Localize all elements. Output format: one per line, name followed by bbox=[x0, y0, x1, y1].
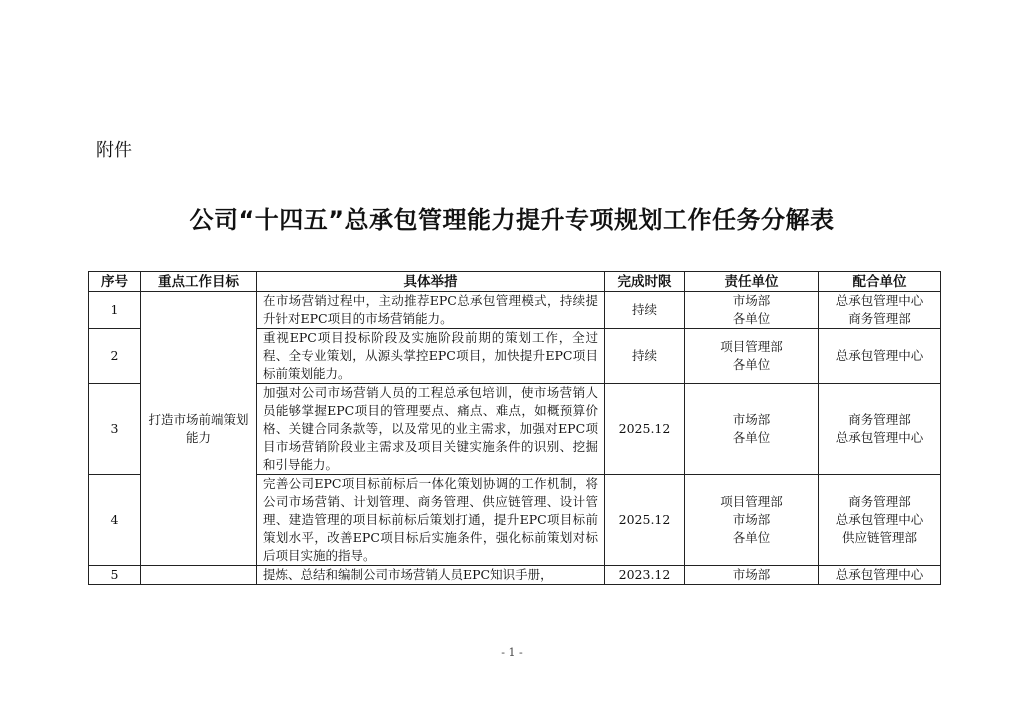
header-responsible: 责任单位 bbox=[685, 272, 819, 292]
row-cooperate: 商务管理部 总承包管理中心 bbox=[819, 384, 941, 475]
header-deadline: 完成时限 bbox=[605, 272, 685, 292]
task-table bbox=[88, 271, 941, 585]
header-measure: 具体举措 bbox=[257, 272, 605, 292]
row-measure: 在市场营销过程中，主动推荐EPC总承包管理模式，持续提升针对EPC项目的市场营销能力。 bbox=[257, 292, 605, 329]
row-measure: 完善公司EPC项目标前标后一体化策划协调的工作机制，将公司市场营销、计划管理、商务管理、供应链管理、设计管理、建造管理的项目标前标后策划打通，提升EPC项目标前策划水平，改善EPC项目标后实施条件，强化标前策划对标后项目实施的指导。 bbox=[257, 475, 605, 566]
row-no: 2 bbox=[89, 329, 141, 384]
row-no: 1 bbox=[89, 292, 141, 329]
goal-cell: 打造市场前端策划能力 bbox=[141, 292, 257, 566]
row-deadline: 2025.12 bbox=[605, 475, 685, 566]
row-responsible: 市场部 bbox=[685, 566, 819, 585]
table-header-row bbox=[89, 272, 941, 292]
row-responsible: 市场部 各单位 bbox=[685, 292, 819, 329]
page-title: 公司“十四五”总承包管理能力提升专项规划工作任务分解表 bbox=[189, 206, 835, 234]
header-no: 序号 bbox=[89, 272, 141, 292]
row-deadline: 2023.12 bbox=[605, 566, 685, 585]
row-responsible: 项目管理部 市场部 各单位 bbox=[685, 475, 819, 566]
row-cooperate: 总承包管理中心 bbox=[819, 329, 941, 384]
row-no: 5 bbox=[89, 566, 141, 585]
table-row bbox=[89, 292, 941, 329]
row-measure: 提炼、总结和编制公司市场营销人员EPC知识手册， bbox=[257, 566, 605, 585]
row-no: 3 bbox=[89, 384, 141, 475]
row-deadline: 2025.12 bbox=[605, 384, 685, 475]
table-row bbox=[89, 566, 941, 585]
row-deadline: 持续 bbox=[605, 292, 685, 329]
row-cooperate: 商务管理部 总承包管理中心 供应链管理部 bbox=[819, 475, 941, 566]
goal-cell-empty bbox=[141, 566, 257, 585]
row-responsible: 项目管理部 各单位 bbox=[685, 329, 819, 384]
row-cooperate: 总承包管理中心 商务管理部 bbox=[819, 292, 941, 329]
row-deadline: 持续 bbox=[605, 329, 685, 384]
row-cooperate: 总承包管理中心 bbox=[819, 566, 941, 585]
row-no: 4 bbox=[89, 475, 141, 566]
row-measure: 重视EPC项目投标阶段及实施阶段前期的策划工作，全过程、全专业策划，从源头掌控EPC项目，加快提升EPC项目标前策划能力。 bbox=[257, 329, 605, 384]
header-goal: 重点工作目标 bbox=[141, 272, 257, 292]
row-responsible: 市场部 各单位 bbox=[685, 384, 819, 475]
row-measure: 加强对公司市场营销人员的工程总承包培训，使市场营销人员能够掌握EPC项目的管理要点、痛点、难点，如概预算价格、关键合同条款等，以及常见的业主需求，加强对EPC项目市场营销阶段业主需求及项目关键实施条件的识别、挖掘和引导能力。 bbox=[257, 384, 605, 475]
attachment-label: 附件 bbox=[96, 140, 132, 161]
header-cooperate: 配合单位 bbox=[819, 272, 941, 292]
page-number: - 1 - bbox=[501, 646, 523, 659]
